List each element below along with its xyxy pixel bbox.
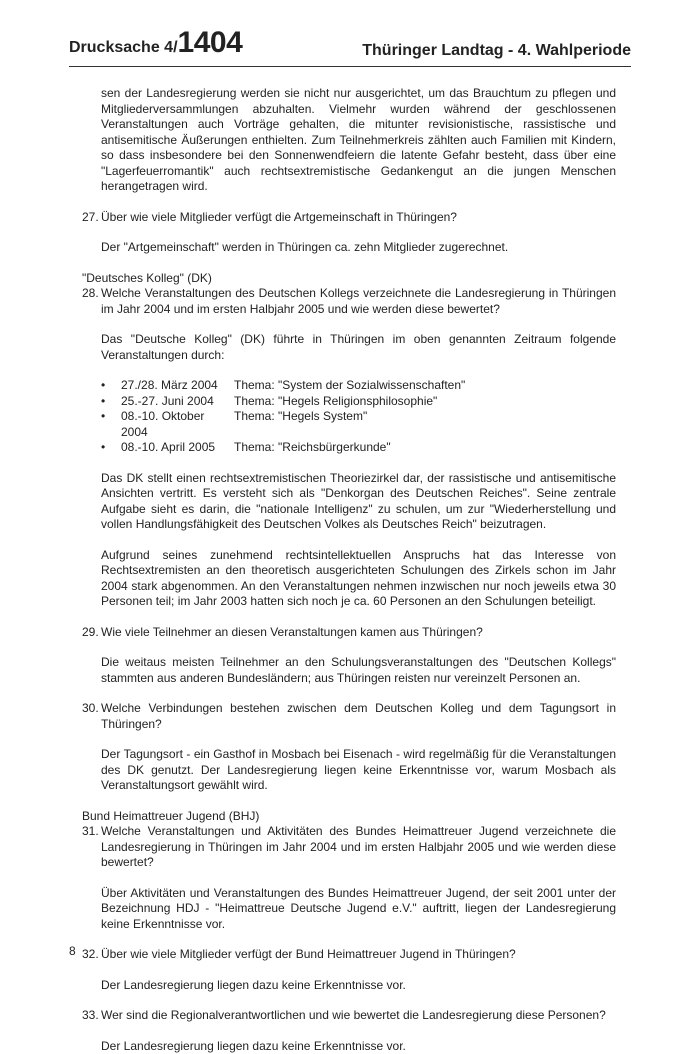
event-topic: Thema: "Hegels Religionsphilosophie"	[234, 394, 437, 410]
answer-32: Der Landesregierung liegen dazu keine Erkenntnisse vor.	[82, 978, 616, 994]
question-number: 32.	[82, 947, 101, 963]
question-text: Über wie viele Mitglieder verfügt die Artgemeinschaft in Thüringen?	[101, 210, 616, 226]
answer-28-paragraph-3: Aufgrund seines zunehmend rechtsintellektuellen Anspruchs hat das Interesse von Rechtsextremisten an den theoretisch ausgerichteten Schulungen des Zirkels schon im Jahr 2004 stark abgenommen. An den Veranstaltungen nehmen inzwischen nur noch jeweils etwa 30 Personen teil; im Jahr 2003 hatten sich noch je ca. 60 Personen an den Schulungen beteiligt.	[82, 548, 616, 610]
question-text: Über wie viele Mitglieder verfügt der Bund Heimattreuer Jugend in Thüringen?	[101, 947, 616, 963]
question-28	[82, 286, 616, 317]
event-topic: Thema: "System der Sozialwissenschaften"	[234, 378, 465, 394]
document-body	[82, 86, 616, 1054]
question-27	[82, 210, 616, 226]
event-date: 08.-10. April 2005	[121, 440, 234, 456]
event-date: 08.-10. Oktober 2004	[121, 409, 234, 440]
list-item	[101, 378, 616, 394]
question-32	[82, 947, 616, 963]
question-text: Welche Veranstaltungen des Deutschen Kollegs verzeichnete die Landesregierung in Thüringen im Jahr 2004 und im ersten Halbjahr 2005 und wie werden diese bewertet?	[101, 286, 616, 317]
bullet-icon: •	[101, 440, 121, 456]
answer-28-intro: Das "Deutsche Kolleg" (DK) führte in Thüringen im oben genannten Zeitraum folgende Veranstaltungen durch:	[82, 332, 616, 363]
header-rule	[69, 66, 631, 67]
page-header	[69, 26, 631, 66]
question-30	[82, 701, 616, 732]
bullet-icon: •	[101, 378, 121, 394]
section-heading-dk: "Deutsches Kolleg" (DK)	[82, 271, 616, 287]
event-topic: Thema: "Reichsbürgerkunde"	[234, 440, 391, 456]
document-prefix: Drucksache 4/	[69, 39, 178, 56]
question-number: 28.	[82, 286, 101, 317]
answer-29: Die weitaus meisten Teilnehmer an den Schulungsveranstaltungen des "Deutschen Kollegs" stammten aus anderen Bundesländern; aus Thüringen reisten nur vereinzelt Personen an.	[82, 655, 616, 686]
question-31	[82, 824, 616, 871]
intro-paragraph: sen der Landesregierung werden sie nicht nur ausgerichtet, um das Brauchtum zu pflegen und Mitgliederversammlungen abzuhalten. Vielmehr wurden während der geschlossenen Veranstaltungen auch Vorträge gehalten, die mitunter revisionistische, rassistische und antisemitische Äußerungen enthielten. Zum Teilnehmerkreis zählten auch Familien mit Kindern, so dass insbesondere bei den Sonnenwendfeiern die latente Gefahr besteht, dass über eine "Lagerfeuerromantik" auch rechtsextremistische Gedankengut an die jungen Menschen herangetragen wird.	[82, 86, 616, 195]
document-number	[69, 26, 242, 60]
answer-31: Über Aktivitäten und Veranstaltungen des Bundes Heimattreuer Jugend, der seit 2001 unter der Bezeichnung HDJ - "Heimattreue Deutsche Jugend e.V." auftritt, liegen der Landesregierung keine Erkenntnisse vor.	[82, 886, 616, 933]
answer-28-paragraph-2: Das DK stellt einen rechtsextremistischen Theoriezirkel dar, der rassistische und antisemitische Ansichten vertritt. Es versteht sich als "Denkorgan des Deutschen Reiches". Seine zentrale Aufgabe sieht es darin, die "nationale Intelligenz" zu schulen, um zur "Wiederherstellung und vollen Handlungsfähigkeit des Deutschen Volkes als Deutsches Reich" beizutragen.	[82, 471, 616, 533]
bullet-icon: •	[101, 409, 121, 440]
event-date: 27./28. März 2004	[121, 378, 234, 394]
event-date: 25.-27. Juni 2004	[121, 394, 234, 410]
list-item	[101, 409, 616, 440]
bullet-icon: •	[101, 394, 121, 410]
event-topic: Thema: "Hegels System"	[234, 409, 367, 440]
list-item	[101, 394, 616, 410]
list-item	[101, 440, 616, 456]
event-list	[82, 378, 616, 456]
question-text: Wie viele Teilnehmer an diesen Veranstaltungen kamen aus Thüringen?	[101, 625, 616, 641]
question-text: Welche Verbindungen bestehen zwischen dem Deutschen Kolleg und dem Tagungsort in Thüringen?	[101, 701, 616, 732]
question-number: 30.	[82, 701, 101, 732]
question-number: 33.	[82, 1008, 101, 1024]
answer-30: Der Tagungsort - ein Gasthof in Mosbach bei Eisenach - wird regelmäßig für die Veranstaltungen des DK genutzt. Der Landesregierung liegen keine Erkenntnisse vor, warum Mosbach als Veranstaltungsort gewählt wird.	[82, 747, 616, 794]
header-title: Thüringer Landtag - 4. Wahlperiode	[362, 42, 631, 60]
question-number: 27.	[82, 210, 101, 226]
question-text: Wer sind die Regionalverantwortlichen und wie bewertet die Landesregierung diese Personen?	[101, 1008, 616, 1024]
question-33	[82, 1008, 616, 1024]
answer-33: Der Landesregierung liegen dazu keine Erkenntnisse vor.	[82, 1039, 616, 1054]
question-number: 29.	[82, 625, 101, 641]
question-text: Welche Veranstaltungen und Aktivitäten des Bundes Heimattreuer Jugend verzeichnete die Landesregierung in Thüringen im Jahr 2004 und im ersten Halbjahr 2005 und wie werden diese bewertet?	[101, 824, 616, 871]
question-number: 31.	[82, 824, 101, 871]
question-29	[82, 625, 616, 641]
document-number-value: 1404	[178, 26, 243, 59]
answer-27: Der "Artgemeinschaft" werden in Thüringen ca. zehn Mitglieder zugerechnet.	[82, 240, 616, 256]
page-number: 8	[69, 944, 76, 958]
section-heading-bhj: Bund Heimattreuer Jugend (BHJ)	[82, 809, 616, 825]
